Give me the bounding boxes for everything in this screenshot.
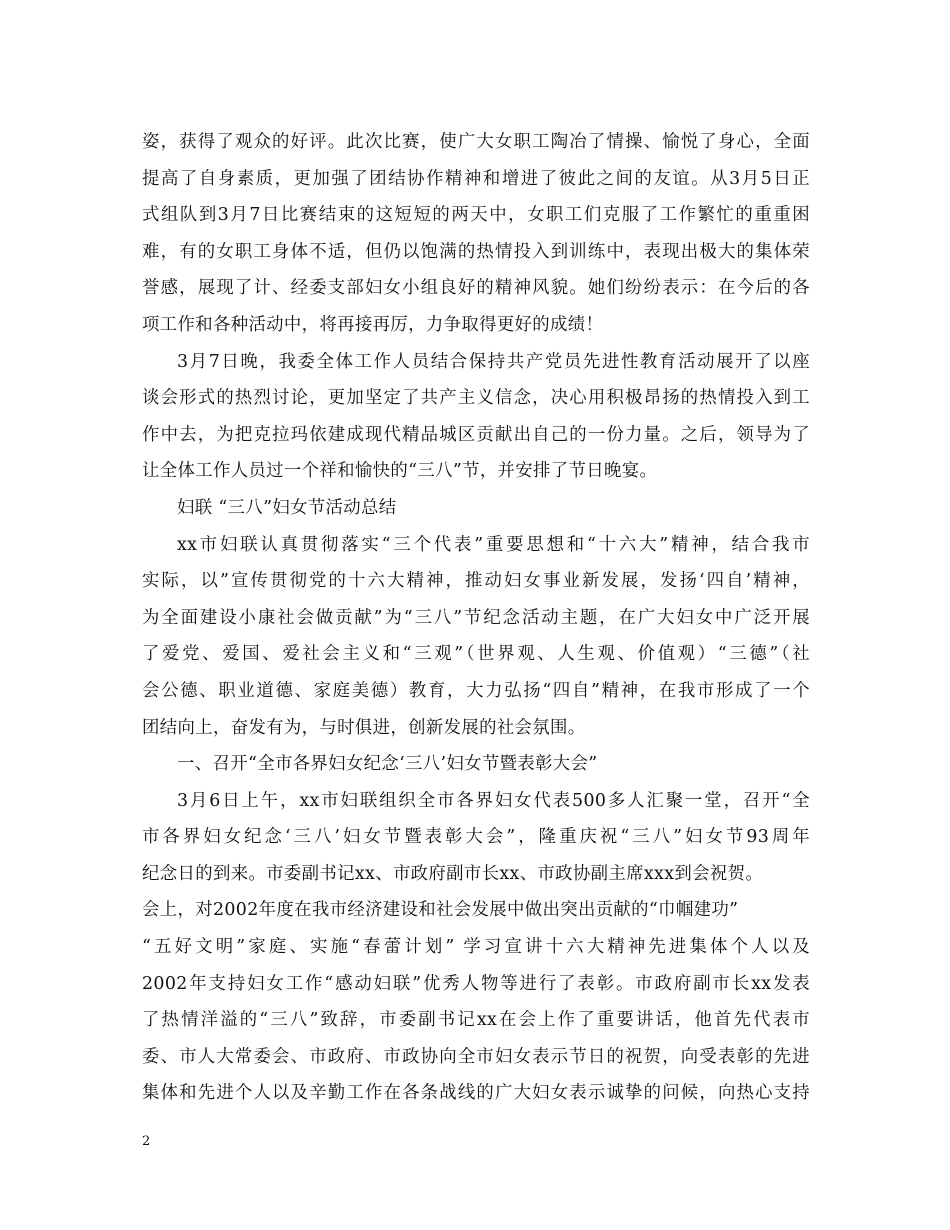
text-line: 了爱党、爱国、爱社会主义和“三观”（世界观、人生观、价值观）“三德”（社 [142, 644, 810, 665]
text-line: 委、市人大常委会、市政府、市政协向全市妇女表示节日的祝贺，向受表彰的先进 [142, 1046, 810, 1067]
text-line: 妇联 “三八”妇女节活动总结 [177, 497, 397, 518]
text-line: 让全体工作人员过一个祥和愉快的“三八”节，并安排了节日晚宴。 [142, 461, 658, 482]
text-line: 会公德、职业道德、家庭美德）教育，大力弘扬“四自”精神，在我市形成了一个 [142, 680, 810, 701]
text-line: 纪念日的到来。市委副书记xx、市政府副市长xx、市政协副主席xxx到会祝贺。 [142, 863, 764, 884]
text-line: 2002年支持妇女工作“感动妇联”优秀人物等进行了表彰。市政府副市长xx发表 [142, 973, 810, 994]
text-line: 团结向上，奋发有为，与时俱进，创新发展的社会氛围。 [142, 717, 586, 738]
text-line: 作中去，为把克拉玛依建成现代精品城区贡献出自己的一份力量。之后，领导为了 [142, 424, 810, 445]
text-line: 式组队到3月7日比赛结束的这短短的两天中，女职工们克服了工作繁忙的重重困 [142, 205, 810, 226]
text-line: 3月6日上午，xx市妇联组织全市各界妇女代表500多人汇聚一堂，召开“全 [177, 790, 810, 811]
document-body [142, 124, 810, 1112]
text-line: 提高了自身素质，更加强了团结协作精神和增进了彼此之间的友谊。从3月5日正 [142, 168, 810, 189]
text-line: 了热情洋溢的“三八”致辞，市委副书记xx在会上作了重要讲话，他首先代表市 [142, 1010, 810, 1031]
text-line: 为全面建设小康社会做贡献”为“三八”节纪念活动主题，在广大妇女中广泛开展 [142, 607, 810, 628]
text-line: 实际，以”宣传贯彻党的十六大精神，推动妇女事业新发展，发扬‘四自’精神， [142, 571, 810, 592]
text-line: 谈会形式的热烈讨论，更加坚定了共产主义信念，决心用积极昂扬的热情投入到工 [142, 388, 810, 409]
text-line: 3月7日晚，我委全体工作人员结合保持共产党员先进性教育活动展开了以座 [177, 351, 810, 372]
text-line: 集体和先进个人以及辛勤工作在各条战线的广大妇女表示诚挚的问候，向热心支持 [142, 1083, 810, 1104]
text-line: “五好文明”家庭、实施“春蕾计划” 学习宣讲十六大精神先进集体个人以及 [142, 937, 810, 958]
page-number: 2 [142, 1134, 151, 1149]
text-line: 姿，获得了观众的好评。此次比赛，使广大女职工陶冶了情操、愉悦了身心，全面 [142, 132, 810, 152]
text-line: 誉感，展现了计、经委支部妇女小组良好的精神风貌。她们纷纷表示：在今后的各 [142, 278, 810, 299]
text-line: 一、召开“全市各界妇女纪念‘三八’妇女节暨表彰大会” [177, 754, 598, 775]
text-line: xx市妇联认真贯彻落实“三个代表”重要思想和“十六大”精神，结合我市 [177, 534, 810, 555]
text-line: 项工作和各种活动中，将再接再厉，力争取得更好的成绩！ [142, 314, 604, 335]
text-line: 会上，对2002年度在我市经济建设和社会发展中做出突出贡献的“巾帼建功” [142, 900, 739, 921]
text-line: 难，有的女职工身体不适，但仍以饱满的热情投入到训练中，表现出极大的集体荣 [142, 241, 810, 262]
text-line: 市各界妇女纪念‘三八’妇女节暨表彰大会”，隆重庆祝“三八”妇女节93周年 [142, 827, 810, 848]
